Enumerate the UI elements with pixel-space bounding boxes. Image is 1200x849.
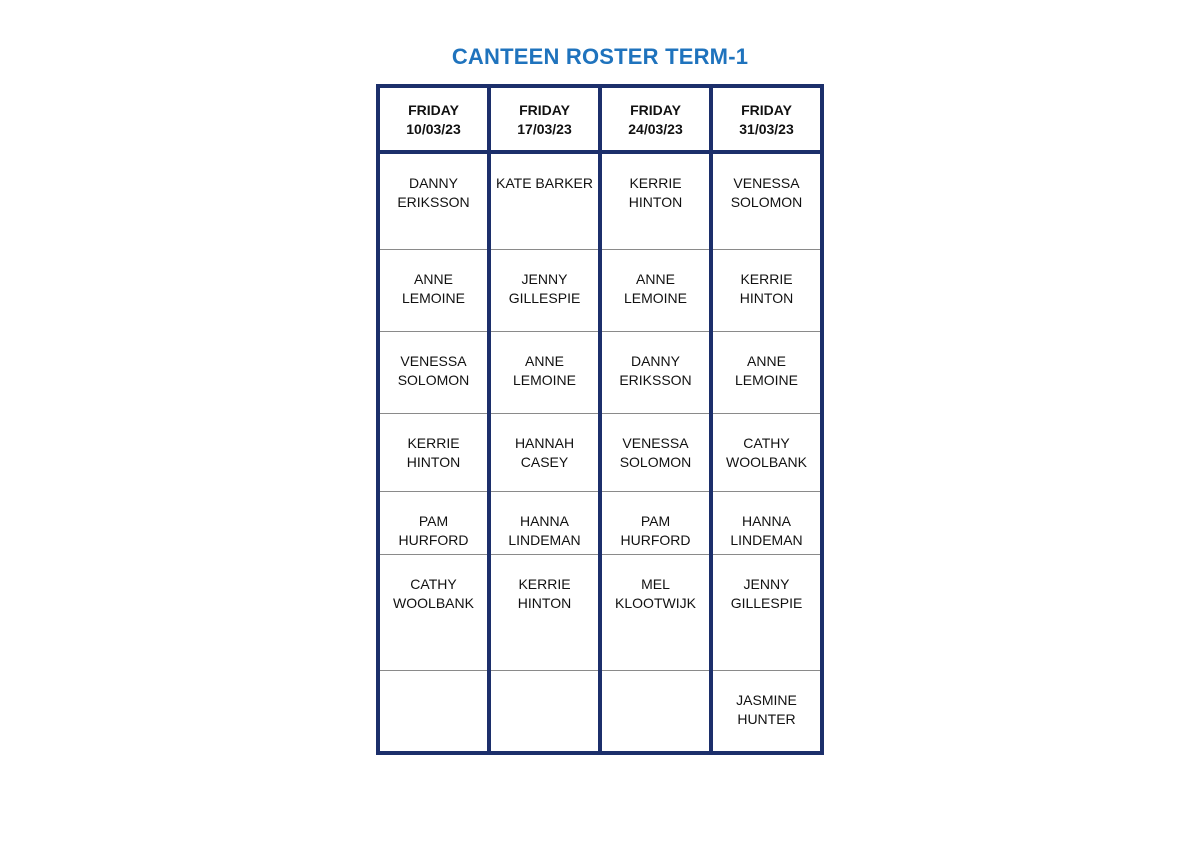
volunteer-first: PAM — [418, 512, 449, 529]
page-title: CANTEEN ROSTER TERM-1 — [451, 44, 749, 69]
roster-table — [376, 84, 824, 755]
roster-cell — [711, 249, 822, 331]
volunteer-last: HUNTER — [737, 710, 796, 727]
volunteer-last: WOOLBANK — [393, 594, 474, 611]
volunteer-first: CATHY — [743, 434, 790, 451]
volunteer-last: LINDEMAN — [508, 531, 581, 548]
volunteer-first: VENESSA — [622, 434, 689, 451]
roster-cell — [378, 331, 489, 413]
volunteer-last: HINTON — [406, 453, 461, 470]
volunteer-last: SOLOMON — [397, 371, 470, 388]
roster-cell — [489, 554, 600, 670]
volunteer-first: PAM — [640, 512, 671, 529]
roster-cell — [378, 249, 489, 331]
volunteer-last: SOLOMON — [730, 194, 803, 210]
volunteer-first: VENESSA — [400, 352, 467, 369]
volunteer-last: LEMOINE — [623, 289, 687, 306]
roster-cell — [489, 331, 600, 413]
volunteer-last: WOOLBANK — [726, 453, 807, 470]
column-day: FRIDAY — [741, 102, 792, 118]
header-row — [378, 86, 822, 152]
column-day: FRIDAY — [408, 102, 459, 118]
roster-cell — [378, 670, 489, 753]
volunteer-last: CASEY — [520, 453, 569, 470]
roster-cell — [711, 554, 822, 670]
column-header — [489, 86, 600, 152]
volunteer-last: HURFORD — [620, 531, 691, 548]
volunteer-last: GILLESPIE — [508, 289, 581, 306]
volunteer-last: HINTON — [739, 289, 794, 306]
volunteer-last: KLOOTWIJK — [615, 594, 696, 611]
volunteer-last: ERIKSSON — [397, 194, 470, 210]
volunteer-first: JENNY — [521, 270, 568, 287]
column-header — [711, 86, 822, 152]
table-row — [378, 152, 822, 249]
volunteer-first: ANNE — [636, 270, 675, 287]
column-header — [378, 86, 489, 152]
volunteer-first: ANNE — [747, 352, 786, 369]
volunteer-first: HANNAH — [514, 434, 575, 451]
column-date: 10/03/23 — [406, 121, 461, 137]
volunteer-first: ANNE — [414, 270, 453, 287]
column-day: FRIDAY — [630, 102, 681, 118]
volunteer-first: KERRIE — [407, 434, 460, 451]
roster-cell — [711, 670, 822, 753]
volunteer-first: KERRIE — [629, 175, 682, 191]
table-row — [378, 670, 822, 753]
roster-cell — [489, 670, 600, 753]
volunteer-last: LEMOINE — [401, 289, 465, 306]
volunteer-last: ERIKSSON — [619, 371, 692, 388]
roster-cell — [489, 413, 600, 491]
roster-cell — [489, 249, 600, 331]
column-date: 31/03/23 — [739, 121, 794, 137]
roster-cell — [489, 152, 600, 249]
table-row — [378, 554, 822, 670]
volunteer-first: JENNY — [743, 575, 790, 592]
table-row — [378, 491, 822, 554]
volunteer-first: DANNY — [408, 175, 458, 191]
volunteer-first: DANNY — [630, 352, 680, 369]
volunteer-first: KERRIE — [740, 270, 793, 287]
volunteer-first: ANNE — [525, 352, 564, 369]
roster-cell — [600, 413, 711, 491]
volunteer-last: LEMOINE — [734, 371, 798, 388]
roster-cell — [600, 331, 711, 413]
roster-cell — [711, 413, 822, 491]
volunteer-first: KERRIE — [518, 575, 571, 592]
roster-cell — [600, 670, 711, 753]
roster-cell — [711, 152, 822, 249]
column-day: FRIDAY — [519, 102, 570, 118]
roster-cell — [378, 554, 489, 670]
volunteer-first: HANNA — [519, 512, 569, 529]
volunteer-last: HURFORD — [398, 531, 469, 548]
roster-cell — [711, 491, 822, 554]
roster-cell — [600, 491, 711, 554]
roster-cell — [378, 152, 489, 249]
volunteer-last: LINDEMAN — [730, 531, 803, 548]
roster-cell — [378, 413, 489, 491]
table-row — [378, 413, 822, 491]
volunteer-first: CATHY — [410, 575, 457, 592]
roster-cell — [378, 491, 489, 554]
table-row — [378, 249, 822, 331]
column-date: 17/03/23 — [517, 121, 572, 137]
volunteer-first: KATE BARKER — [496, 175, 593, 191]
column-date: 24/03/23 — [628, 121, 683, 137]
volunteer-last: LEMOINE — [512, 371, 576, 388]
roster-cell — [600, 554, 711, 670]
volunteer-last: HINTON — [517, 594, 572, 611]
volunteer-first: MEL — [641, 575, 670, 592]
roster-cell — [600, 249, 711, 331]
roster-cell — [489, 491, 600, 554]
roster-cell — [711, 331, 822, 413]
table-row — [378, 331, 822, 413]
volunteer-first: HANNA — [741, 512, 791, 529]
volunteer-first: JASMINE — [736, 691, 797, 708]
volunteer-last: GILLESPIE — [730, 594, 803, 611]
volunteer-last: SOLOMON — [619, 453, 692, 470]
column-header — [600, 86, 711, 152]
roster-cell — [600, 152, 711, 249]
volunteer-last: HINTON — [628, 194, 683, 210]
volunteer-first: VENESSA — [733, 175, 800, 191]
